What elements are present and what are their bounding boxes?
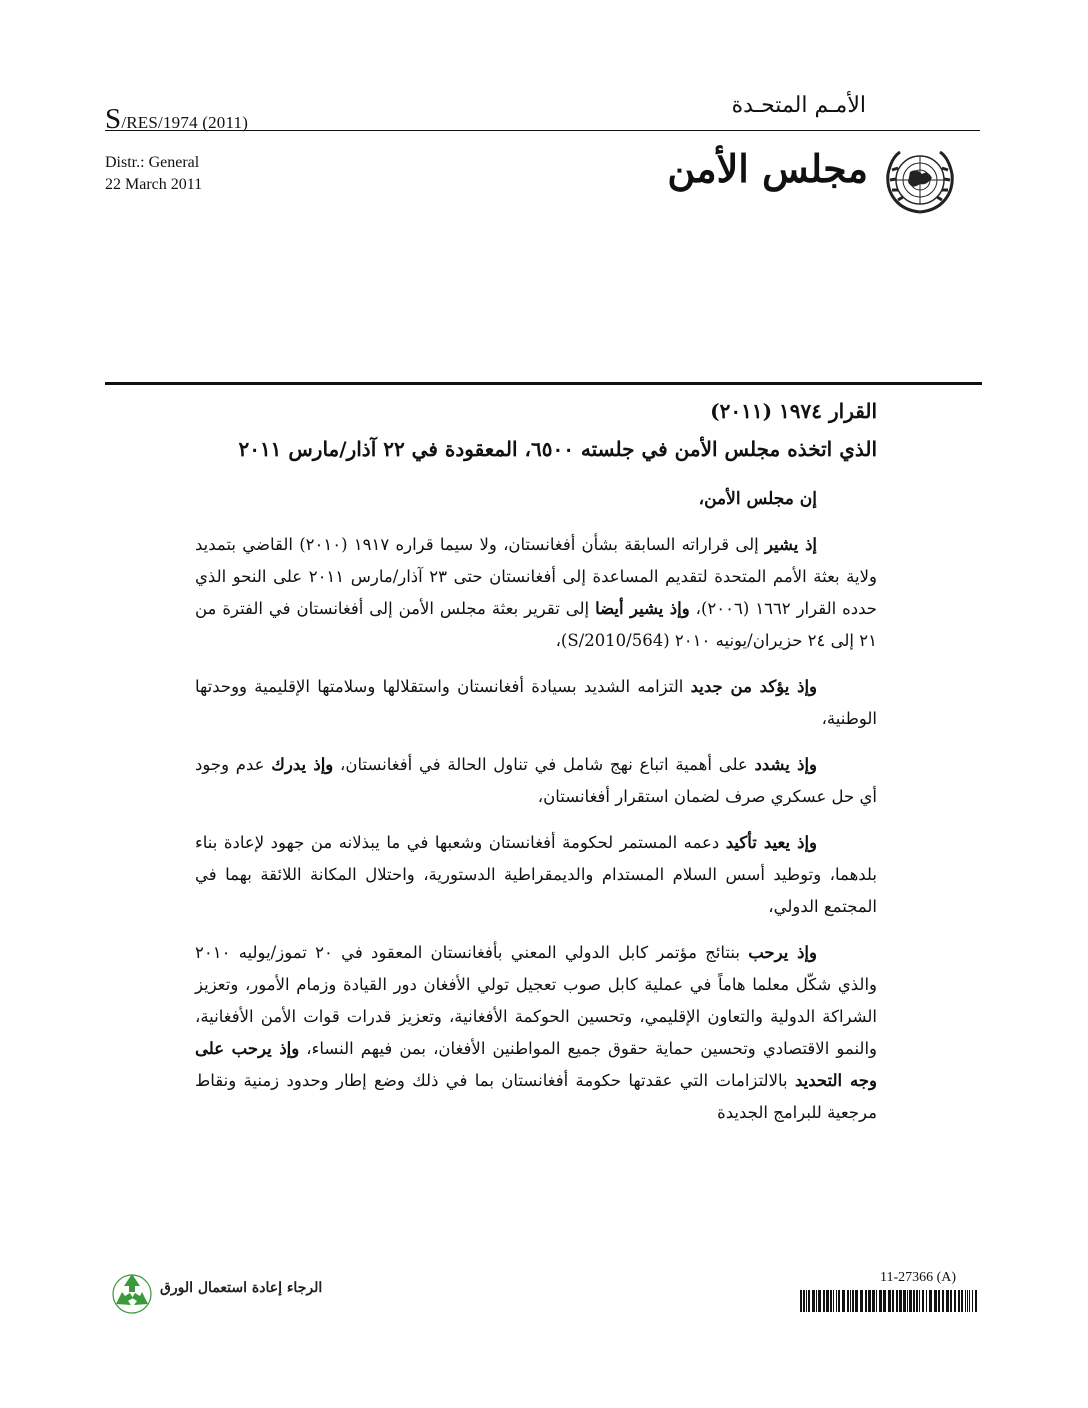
paragraph-text: بنتائج مؤتمر كابل الدولي المعني بأفغانستان المعقود في ٢٠ تموز/يوليه ٢٠١٠ والذي شكّل معلما هاماً في عملية كابل صوب تعجيل تولي الأفغان دور القيادة وزمام الأمور، وتعزيز الشراكة الدولية والتعاون الإقليمي، وتحسين الحوكمة الأفغانية، وتعزيز قدرات قوات الأمن الأفغانية، والنمو الاقتصادي وتحسين حماية حقوق جميع المواطنين الأفغان، بمن فيهم النساء، <box>195 943 878 1058</box>
resolution-title: القرار ١٩٧٤ (٢٠١١) <box>710 399 877 423</box>
section-divider <box>105 382 982 385</box>
paragraph-lead-secondary: وإذ يرحب على وجه التحديد <box>195 1039 877 1090</box>
paragraph-lead: وإذ يشدد <box>754 755 818 774</box>
paragraph-text-secondary: بالالتزامات التي عقدتها حكومة أفغانستان بما في ذلك وضع إطار وحدود زمنية ونقاط مرجعية للبرامج الجديدة <box>195 1071 877 1122</box>
resolution-body <box>195 395 877 1143</box>
preambular-paragraph <box>195 529 877 657</box>
preambular-paragraph <box>195 749 877 813</box>
preambular-paragraph <box>195 671 877 735</box>
document-symbol-rest: /RES/1974 (2011) <box>121 113 249 132</box>
resolution-subtitle: الذي اتخذه مجلس الأمن في جلسته ٦٥٠٠، المعقودة في ٢٢ آذار/مارس ٢٠١١ <box>238 437 877 461</box>
distribution-block <box>105 152 202 196</box>
paragraph-text: إلى قراراته السابقة بشأن أفغانستان، ولا سيما قراره ١٩١٧ (٢٠١٠) القاضي بتمديد ولاية بعثة الأمم المتحدة لتقديم المساعدة إلى أفغانستان حتى ٢٣ آذار/مارس ٢٠١١ على النحو الذي حدده القرار ١٦٦٢ (٢٠٠٦)، <box>195 535 877 618</box>
distribution: Distr.: General <box>105 154 200 171</box>
un-emblem-icon <box>880 140 960 220</box>
recycle-icon <box>110 1270 154 1314</box>
preambular-paragraph <box>195 937 877 1129</box>
resolution-opening: إن مجلس الأمن، <box>698 489 817 509</box>
paragraph-text-secondary: إلى تقرير بعثة مجلس الأمن إلى أفغانستان في الفترة من ٢١ إلى ٢٤ حزيران/يونيه ٢٠١٠ (S/2010/564)، <box>195 599 877 650</box>
document-symbol <box>105 103 248 136</box>
paragraph-lead-secondary: وإذ يدرك <box>271 755 334 774</box>
paragraph-lead: وإذ يؤكد من جديد <box>690 677 817 696</box>
document-date: 22 March 2011 <box>105 176 203 193</box>
council-name: مجلس الأمن <box>667 146 868 191</box>
job-number: 11-27366 (A) <box>880 1270 957 1285</box>
paragraph-lead: وإذ يرحب <box>748 943 817 962</box>
paragraph-lead-secondary: وإذ يشير أيضا <box>595 599 690 618</box>
barcode <box>800 1290 980 1312</box>
organization-name: الأمـم المتحـدة <box>731 93 866 118</box>
paragraph-text: دعمه المستمر لحكومة أفغانستان وشعبها في ما يبذلانه من جهود لإعادة بناء بلدهما، وتوطيد أسس السلام المستدام والديمقراطية الدستورية، واحتلال المكانة اللائقة بهما في المجتمع الدولي، <box>195 833 877 916</box>
paragraph-text-secondary: عدم وجود أي حل عسكري صرف لضمان استقرار أفغانستان، <box>195 755 877 806</box>
recycle-notice: الرجاء إعادة استعمال الورق <box>160 1280 323 1296</box>
preambular-paragraph <box>195 827 877 923</box>
paragraph-text: على أهمية اتباع نهج شامل في تناول الحالة في أفغانستان، <box>333 755 755 774</box>
document-symbol-initial: S <box>105 103 122 135</box>
paragraph-lead: إذ يشير <box>764 535 818 554</box>
paragraph-text: التزامه الشديد بسيادة أفغانستان واستقلالها وسلامتها الإقليمية ووحدتها الوطنية، <box>195 677 877 728</box>
paragraph-lead: وإذ يعيد تأكيد <box>725 833 817 852</box>
header-divider <box>105 130 980 131</box>
